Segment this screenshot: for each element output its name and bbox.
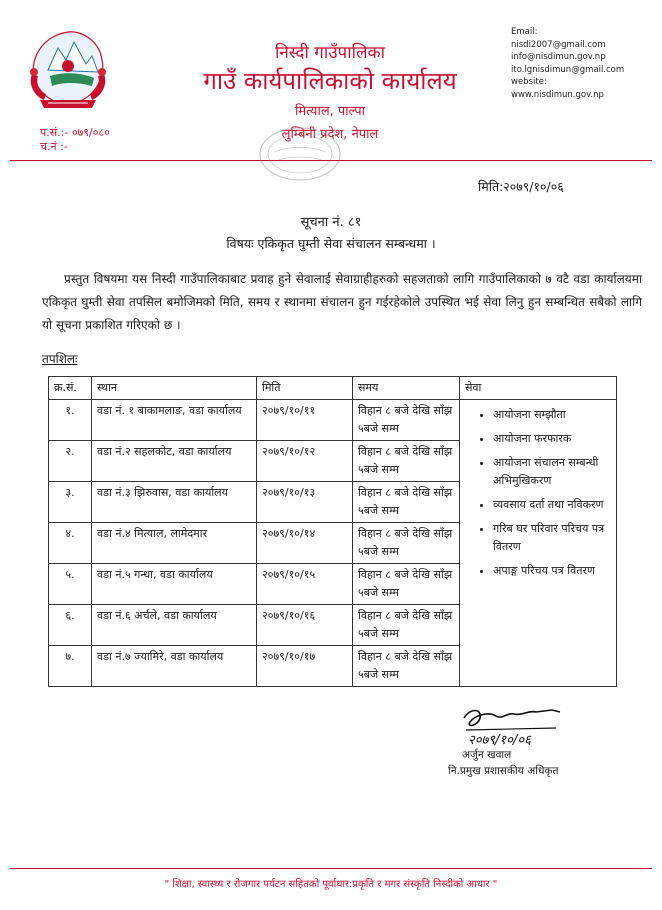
cell-date: २०७९/१०/११	[257, 400, 353, 441]
cell-place: वडा नं.३ झिरुवास, वडा कार्यालय	[92, 482, 257, 523]
list-item: • आयोजना संचालन सम्बन्धी अभिमुखिकरण	[493, 454, 611, 490]
footer-slogan: " शिक्षा, स्वास्थ्य र रोजगार पर्यटन सहितको पूर्वाधार:प्रकृति र मगर संस्कृति निस्दीको आधार "	[164, 879, 498, 890]
list-item: • अपाङ्ग परिचय पत्र वितरण	[493, 562, 611, 580]
cell-sn: ६.	[49, 605, 92, 646]
handwritten-signature	[456, 700, 566, 750]
signatory-name: अर्जुन खवाल	[462, 749, 512, 761]
cell-date: २०७९/१०/१५	[257, 564, 353, 605]
cell-time: विहान ८ बजे देखि साँझ ५बजे सम्म	[353, 523, 460, 564]
signatory-title: नि.प्रमुख प्रशासकीय अधिकृत	[448, 765, 559, 777]
municipality-name: निस्दी गाउँपालिका	[274, 43, 386, 63]
cell-sn: १.	[49, 400, 92, 441]
cell-time: विहान ८ बजे देखि साँझ ५बजे सम्म	[353, 605, 460, 646]
province-country: लुम्बिनी प्रदेश, नेपाल	[281, 127, 379, 142]
reference-numbers	[40, 126, 110, 154]
col-header-place: स्थान	[92, 377, 257, 400]
cell-time: विहान ८ बजे देखि साँझ ५बजे सम्म	[353, 482, 460, 523]
office-stamp	[255, 124, 345, 184]
website-link[interactable]: www.nisdimun.gov.np	[511, 89, 604, 100]
cell-date: २०७९/१०/१७	[257, 646, 353, 687]
header-divider	[10, 160, 652, 161]
notice-number: सूचना नं. ८१	[300, 215, 362, 230]
notice-body: प्रस्तुत विषयमा यस निस्दी गाउँपालिकाबाट प्रवाह हुने सेवालाई सेवाग्राहीहरुको सहजताको लागि गाउँपालिकाको ७ वटै वडा कार्यालयमा एकिकृत घुम्ती सेवा तपसिल बमोजिमको मिति, समय र स्थानमा संचालन हुन गईरहेकोले उपस्थित भई सेवा लिनु हुन सम्बन्धित सबैको लागि यो सूचना प्रकाशित गरिएको छ ।	[42, 272, 642, 332]
table-row	[49, 400, 617, 441]
email-address-1[interactable]: nisdi2007@gmail.com	[511, 39, 606, 50]
website-label: website:	[511, 77, 547, 87]
col-header-sn: क्र.सं.	[49, 377, 92, 400]
cell-time: विहान ८ बजे देखि साँझ ५बजे सम्म	[353, 400, 460, 441]
cell-sn: ५.	[49, 564, 92, 605]
services-list	[465, 406, 611, 580]
notice-subject: विषयः एकिकृत घुम्ती सेवा संचालन सम्बन्धमा ।	[226, 236, 436, 251]
cell-place: वडा नं.६ अर्चले, वडा कार्यालय	[92, 605, 257, 646]
schedule-table	[48, 376, 617, 687]
cell-sn: ३.	[49, 482, 92, 523]
cell-place: वडा नं.५ गन्धा, वडा कार्यालय	[92, 564, 257, 605]
cell-time: विहान ८ बजे देखि साँझ ५बजे सम्म	[353, 646, 460, 687]
letter-date: मिति:२०७९/१०/०६	[478, 179, 564, 194]
cell-sn: ७.	[49, 646, 92, 687]
chalani-number: च.नं :-	[40, 140, 68, 153]
cell-date: २०७९/१०/१४	[257, 523, 353, 564]
office-location: मित्याल, पाल्पा	[295, 104, 365, 119]
patra-sankhya: प.सं.:- ०७९/०८०	[40, 126, 110, 139]
services-cell	[460, 400, 617, 687]
email-address-2[interactable]: info@nisdimun.gov.np	[511, 52, 606, 62]
col-header-date: मिति	[257, 377, 353, 400]
col-header-service: सेवा	[460, 377, 617, 400]
cell-place: वडा नं.७ ज्यामिरे, वडा कार्यालय	[92, 646, 257, 687]
cell-sn: ४.	[49, 523, 92, 564]
list-item: • आयोजना फरफारक	[493, 430, 611, 448]
cell-time: विहान ८ बजे देखि साँझ ५बजे सम्म	[353, 564, 460, 605]
cell-date: २०७९/१०/१३	[257, 482, 353, 523]
contact-block	[511, 26, 624, 101]
col-header-time: समय	[353, 377, 460, 400]
cell-date: २०७९/१०/१२	[257, 441, 353, 482]
office-name: गाउँ कार्यपालिकाको कार्यालय	[203, 67, 457, 95]
cell-time: विहान ८ बजे देखि साँझ ५बजे सम्म	[353, 441, 460, 482]
details-heading: तपशिलः	[42, 352, 78, 366]
footer-divider	[10, 868, 652, 869]
nepal-emblem-logo	[22, 26, 114, 112]
list-item: • व्यवसाय दर्ता तथा नविकरण	[493, 496, 611, 514]
cell-place: वडा नं. १ बाकामलाङ, वडा कार्यालय	[92, 400, 257, 441]
email-label: Email:	[511, 27, 538, 37]
list-item: • गरिब घर परिवार परिचय पत्र वितरण	[493, 520, 611, 556]
cell-date: २०७९/१०/१६	[257, 605, 353, 646]
cell-place: वडा नं.४ मित्याल, लामेदमार	[92, 523, 257, 564]
signature-date: २०७९/१०/०६	[468, 733, 531, 748]
list-item: • आयोजना सम्झौता	[493, 406, 611, 424]
table-header-row	[49, 377, 617, 400]
email-address-3[interactable]: ito.lgnisdimun@gmail.com	[511, 64, 625, 75]
cell-sn: २.	[49, 441, 92, 482]
cell-place: वडा नं.२ सहलकोट, वडा कार्यालय	[92, 441, 257, 482]
